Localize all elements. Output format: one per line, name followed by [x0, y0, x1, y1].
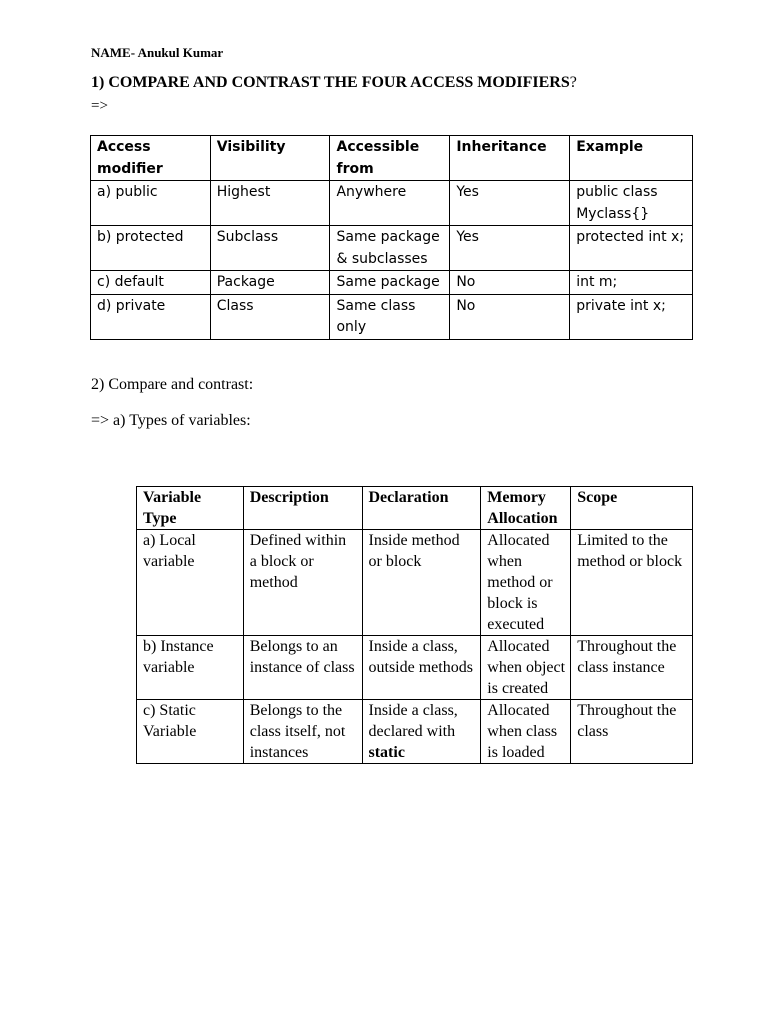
table-cell: Inside method or block	[362, 530, 481, 636]
table-header-row	[91, 136, 693, 181]
table-cell: d) private	[91, 294, 211, 339]
table-cell: Throughout the class	[571, 700, 693, 764]
table-cell: public class Myclass{}	[570, 181, 693, 226]
table-row	[137, 700, 693, 764]
table-cell: Inside a class, outside methods	[362, 636, 481, 700]
table-cell: int m;	[570, 271, 693, 295]
answer-arrow: =>	[91, 98, 108, 114]
declaration-text: Inside a class, declared with	[368, 702, 458, 740]
table-cell: b) protected	[91, 226, 211, 271]
header-cell: Memory Allocation	[481, 487, 571, 530]
table-row	[91, 271, 693, 295]
table-cell: a) public	[91, 181, 211, 226]
table-cell: Same class only	[330, 294, 450, 339]
table-cell: private int x;	[570, 294, 693, 339]
table-cell: Highest	[210, 181, 330, 226]
question-1-mark: ?	[569, 74, 577, 91]
header-cell: Inheritance	[450, 136, 570, 181]
table-cell	[362, 700, 481, 764]
question-2-title: 2) Compare and contrast:	[91, 376, 254, 393]
table-cell: Same package & subclasses	[330, 226, 450, 271]
table-cell: Package	[210, 271, 330, 295]
question-1-title	[91, 74, 577, 92]
table-cell: Belongs to the class itself, not instances	[243, 700, 362, 764]
static-keyword: static	[368, 744, 405, 761]
header-cell: Description	[243, 487, 362, 530]
header-cell: Visibility	[210, 136, 330, 181]
table-cell: b) Instance variable	[137, 636, 244, 700]
question-1-text: 1) COMPARE AND CONTRAST THE FOUR ACCESS MODIFIERS	[91, 74, 570, 91]
header-cell: Variable Type	[137, 487, 244, 530]
table-cell: No	[450, 294, 570, 339]
table-cell: Belongs to an instance of class	[243, 636, 362, 700]
access-modifiers-table	[90, 135, 693, 340]
table-row	[137, 636, 693, 700]
table-cell: c) Static Variable	[137, 700, 244, 764]
header-cell: Accessible from	[330, 136, 450, 181]
table-cell: No	[450, 271, 570, 295]
table-header-row	[137, 487, 693, 530]
header-cell: Declaration	[362, 487, 481, 530]
table-cell: Same package	[330, 271, 450, 295]
variable-types-table	[136, 486, 693, 764]
header-cell: Scope	[571, 487, 693, 530]
header-cell: Access modifier	[91, 136, 211, 181]
table-row	[91, 226, 693, 271]
table-cell: Yes	[450, 226, 570, 271]
table-cell: Allocated when object is created	[481, 636, 571, 700]
table-cell: protected int x;	[570, 226, 693, 271]
table-cell: Yes	[450, 181, 570, 226]
table-row	[91, 181, 693, 226]
table-cell: Defined within a block or method	[243, 530, 362, 636]
table-cell: a) Local variable	[137, 530, 244, 636]
table-cell: Anywhere	[330, 181, 450, 226]
table-cell: Limited to the method or block	[571, 530, 693, 636]
table-cell: Allocated when class is loaded	[481, 700, 571, 764]
student-name: NAME- Anukul Kumar	[91, 45, 224, 60]
table-cell: Throughout the class instance	[571, 636, 693, 700]
table-cell: Allocated when method or block is executed	[481, 530, 571, 636]
table-row	[137, 530, 693, 636]
question-2-subtitle: => a) Types of variables:	[91, 412, 251, 429]
table-row	[91, 294, 693, 339]
table-cell: c) default	[91, 271, 211, 295]
header-cell: Example	[570, 136, 693, 181]
table-cell: Subclass	[210, 226, 330, 271]
table-cell: Class	[210, 294, 330, 339]
